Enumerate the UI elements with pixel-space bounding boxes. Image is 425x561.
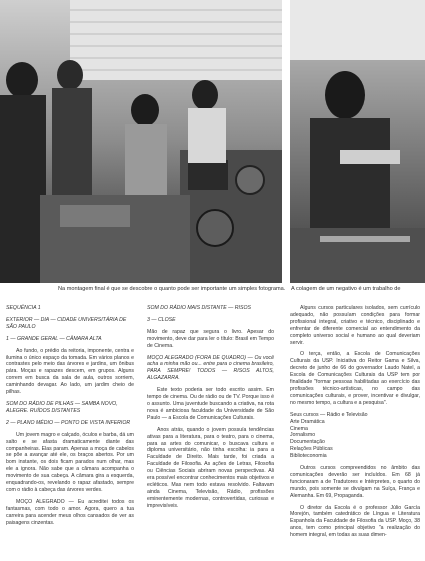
course-intro: Seus cursos — Rádio e Televisão bbox=[290, 411, 368, 418]
paragraph: Alguns cursos particulares isolados, sem currículo adequado, não possuíam condições para formar profissional integral, criativo e técnico, disciplinado e enfrentar de diferente comercial ao entendimento da completo universo social e humano ao qual deveriam servir. bbox=[290, 305, 420, 346]
sequence-heading: SEQUÊNCIA 1 bbox=[6, 305, 41, 311]
paragraph: MOÇO ALEGRADO — Eu acreditei todos os fantasmas, com todo o amor. Agora, quero a tua carreira para acender meus olhos cansados de ver as paisagens cinzentas. bbox=[6, 498, 134, 526]
paragraph: Anos atrás, quando o jovem possuía tendências ativas para a literatura, para o teatro, para o cinema, para as artes do comunicar, o buscava cultura e diploma universitário, não tinha escolha: ia para a Faculdade de Direito. Mais tarde, foi criada a Faculdade de Filosofia. As ações de Letras, Filosofia ou Ciências Sociais abriram novas perspectivas. Ali era possível encontrar conhecimentos mais objetivos e ecléticos. Mas nem todo estava resolvido. Faltavam ainda Cinema, Televisão, Rádio, profissões eminentemente modernas, controvertidas, curiosas e imprevisíveis. bbox=[147, 426, 274, 509]
shot-heading-1: 1 — GRANDE GERAL — CÂMARA ALTA bbox=[6, 335, 102, 342]
course-item: Cinema bbox=[290, 425, 308, 432]
shot-heading-3: 3 — CLOSE bbox=[147, 316, 176, 323]
paragraph: O diretor da Escola é o professor Júlio García Morejón, também catedrático de Língua e Literatura Espanhola da Faculdade de Filosofia da USP. Moço, 38 anos, tem como principal objetivo "a realização do homem integral, em todas as suas dimen- bbox=[290, 504, 420, 539]
course-list bbox=[290, 412, 420, 460]
shot-heading-2: 2 — PLANO MÉDIO — PONTO DE VISTA INFERIOR bbox=[6, 419, 131, 426]
course-item: Arte Dramática bbox=[290, 418, 325, 425]
editing-room-photo bbox=[0, 0, 282, 283]
scene-heading: EXTERIOR — DIA — CIDADE UNIVERSITÁRIA DE SÃO PAULO bbox=[6, 316, 127, 330]
text-column-2 bbox=[147, 305, 274, 515]
text-column-1 bbox=[6, 305, 134, 531]
course-item: Biblioteconomia bbox=[290, 453, 327, 460]
film-splicing-photo bbox=[290, 0, 425, 283]
paragraph: Outros cursos compreendidos no âmbito das comunicações deverão ser incluídos. Em 68 já funcionaram a de Tradutores e Intérpretes, o quarto do mundo, pois somente se divulgam na Suíça, França e Alemanha. Em 69, Propaganda. bbox=[290, 465, 420, 499]
dialogue: MOÇO ALEGRADO (FORA DE QUADRO) — Ou você acha a minha mão ou... entre para o cinema brasileiro, PARA SEMPRE! TODOS — RISOS ALTOS, ALGAZARRA. bbox=[147, 354, 274, 382]
caption-left: Na montagem final é que se descobre o quanto pode ser importante um simples fotograma. bbox=[58, 286, 286, 292]
paragraph: Este texto poderia ser todo escrito assim. Em tempo de cinema. Ou de rádio ou de TV. Porque isso é o assunto. Uma juventude buscando a criativa, na rota nova é ambiciosa faculdade da Universidade de São Paulo — a Escola de Comunicações Culturais. bbox=[147, 387, 274, 421]
editing-room-illustration bbox=[0, 0, 282, 283]
film-splicing-illustration bbox=[290, 0, 425, 283]
course-item: Documentação bbox=[290, 439, 325, 446]
paragraph: Ao fundo, o prédio da reitoria, imponente, centra e ilumina o único espaço da tomada. Em vários planos e contrastes pelo meio das árvores e jardins, um ônibus pára. Moças e rapazes descem, em grupos. Alguns correm em busca da sala de aula, outros sorriem, caminhando devagar. Ao lado, um jardim cheio de pilhas. bbox=[6, 347, 134, 396]
course-item: Relações Públicas bbox=[290, 446, 333, 453]
paragraph: O terça, então, a Escola de Comunicações Culturais da USP. Iniciativa do Reitor Gama e Silva, decreto de junho de 66 do governador Laudo Natel, a Escola de Comunicações Culturais da USP tem por finalidade "formar pessoas habilitadas ao exercício das profissões técnico-artísticas, no campo das comunicações culturais, e prover, incentivar e divulgar, no mesmo tempo, a cultura e a pesquisa". bbox=[290, 351, 420, 406]
sound-cue: SOM DO RÁDIO MAIS DISTANTE — RISOS bbox=[147, 305, 251, 311]
sound-cue: SOM DO RÁDIO DE PILHAS — SAMBA NOVO, ALEGRE. RUÍDOS DISTANTES bbox=[6, 400, 118, 414]
caption-right: A colagem de um negativo é um trabalho de bbox=[291, 286, 401, 292]
text-column-3 bbox=[290, 305, 420, 544]
paragraph: Um jovem magro e calçado, óculos e barba, dá um salto e se afasta dramaticamente diante das companheiras. Elas param. Apenas a moça de cabelos se põe a avançar até ele, os braços abertos. Por um bom instante, os dois ficam parados num olhar, mas ele a ignora. Não sabe que a câmara acompanha o movimento de sua cabeça. A câmara gira a esquerda, enquadrando-os, revelando o rapaz afastado, sempre com o rádio à cabeça das árvores verdes. bbox=[6, 431, 134, 493]
paragraph: Mão de rapaz que segura o livro. Apesar do movimento, deve dar para ler o título: Brasil em Tempo de Cinema. bbox=[147, 328, 274, 349]
course-item: Jornalismo bbox=[290, 432, 316, 439]
